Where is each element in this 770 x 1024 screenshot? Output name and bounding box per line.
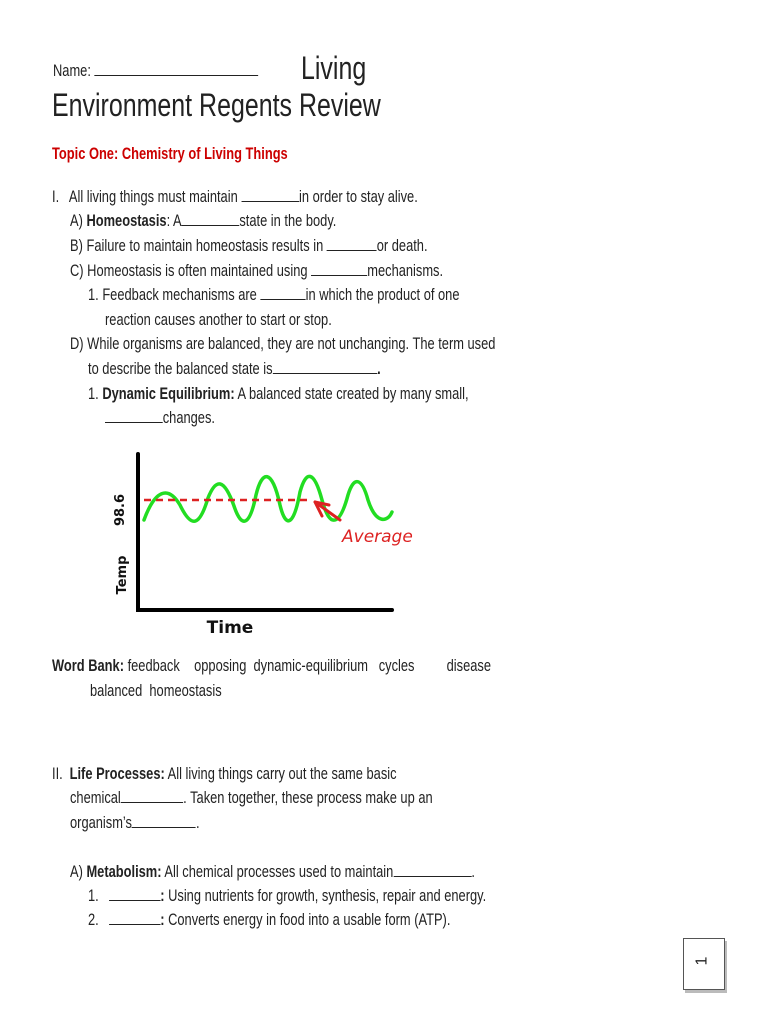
word-bank-label: Word Bank: [52, 657, 124, 675]
title-living: Living [301, 50, 367, 86]
x-axis-label: Time [206, 618, 254, 638]
item-C: C) Homeostasis is often maintained using mechanisms. [70, 262, 444, 280]
item-D1: 1. Dynamic Equilibrium: A balanced state created by many small, [88, 385, 469, 403]
item-II: II. Life Processes: All living things carry out the same basic [52, 765, 397, 783]
word-bank-line2 [90, 679, 259, 704]
page-title: Environment Regents Review [52, 87, 381, 123]
item-II-line2: chemical . Taken together, these process make up an [70, 789, 433, 807]
average-label: Average [342, 527, 413, 547]
page-number-box [683, 938, 725, 990]
topic-one-heading: Topic One: Chemistry of Living Things [52, 145, 288, 163]
blank-I[interactable] [241, 186, 299, 202]
blank-A[interactable] [182, 210, 240, 226]
item-D1-line2: changes. [105, 406, 246, 431]
word-bank-word: homeostasis [149, 682, 222, 700]
item-II-A: A) Metabolism: All chemical processes used to maintain . [70, 863, 475, 881]
item-C1: 1. Feedback mechanisms are in which the product of one [88, 286, 460, 304]
item-I: I. All living things must maintain in order to stay alive. [52, 188, 418, 206]
blank-C1[interactable] [260, 284, 305, 300]
y-tick-label: 98.6 [113, 493, 128, 527]
name-blank[interactable] [94, 60, 258, 76]
item-II-A1: 1. : Using nutrients for growth, synthesis, repair and energy. [88, 887, 487, 905]
name-label: Name: [53, 62, 91, 80]
blank-II-A2[interactable] [109, 909, 160, 925]
blank-II-a[interactable] [121, 787, 183, 803]
page-number: 1 [693, 956, 711, 966]
word-bank-word: feedback [127, 657, 180, 675]
blank-C[interactable] [311, 260, 367, 276]
y-axis-label: Temp [115, 555, 130, 595]
word-bank-word: opposing [194, 657, 247, 675]
dynamic-equilibrium-diagram [100, 450, 440, 645]
blank-II-b[interactable] [132, 812, 196, 828]
blank-D1[interactable] [105, 407, 163, 423]
word-bank-word: balanced [90, 682, 143, 700]
item-C1-line2: reaction causes another to start or stop. [105, 311, 332, 329]
blank-D[interactable] [273, 358, 378, 374]
item-A: A) Homeostasis: A state in the body. [70, 212, 337, 230]
item-II-line3: organism’s . [70, 814, 200, 832]
blank-B[interactable] [327, 235, 377, 251]
word-bank-word: cycles [378, 657, 415, 675]
word-bank-word: disease [446, 657, 492, 675]
item-D-line2: to describe the balanced state is . [88, 360, 381, 378]
item-B: B) Failure to maintain homeostasis results in or death. [70, 237, 428, 255]
blank-II-A[interactable] [393, 861, 471, 877]
word-bank [52, 654, 615, 679]
blank-II-A1[interactable] [109, 885, 160, 901]
item-II-A2: 2. : Converts energy in food into a usable form (ATP). [88, 911, 451, 929]
item-D: D) While organisms are balanced, they are not unchanging. The term used [70, 335, 496, 353]
word-bank-word: dynamic-equilibrium [253, 657, 368, 675]
name-field-line[interactable] [53, 60, 316, 81]
